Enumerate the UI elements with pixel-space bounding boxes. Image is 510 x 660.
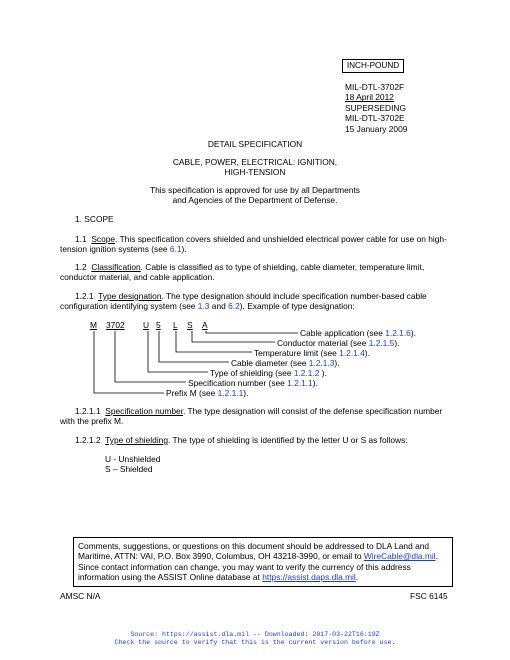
para-title: Type of shielding: [105, 435, 168, 445]
source-line-2: Check the source to verify that this is the current version before use.: [114, 639, 396, 646]
label-end: ).: [334, 358, 340, 368]
ref-link[interactable]: 6.1: [169, 244, 182, 255]
assist-url-link[interactable]: https://assist.daps.dla.mil: [262, 571, 356, 582]
para-text: . This specification covers shielded and unshielded electrical power cable for use on high-tension ignition systems (see: [60, 234, 447, 255]
fsc-label: FSC 6145: [410, 591, 448, 601]
code-m: M: [90, 320, 97, 330]
label-end: ).: [364, 348, 370, 358]
para-text: . The type designation should include specification number-based cable configuration identifying system (see: [60, 291, 427, 312]
para-title: Type designation: [98, 291, 162, 301]
label-cable-diameter: [231, 358, 340, 368]
label-text: Cable diameter (see: [231, 358, 309, 368]
code-u: U: [143, 320, 150, 330]
superseding-label: SUPERSEDING: [345, 102, 406, 113]
para-and: and: [209, 301, 229, 312]
amsc-label: AMSC N/A: [60, 591, 101, 601]
para-num: 1.2: [75, 262, 87, 272]
label-end: ).: [243, 388, 249, 398]
code-a: A: [202, 320, 208, 330]
para-text: . The type of shielding is identified by the letter U or S as follows:: [168, 435, 408, 445]
list-item-unshielded: U - Unshielded: [105, 454, 161, 464]
label-text: Conductor material (see: [277, 338, 369, 348]
comments-text-a: Comments, suggestions, or questions on this document should be addressed to DLA Land and Maritime, ATTN: VAI, P.O. Box 3990, Columbus, OH 43218-3990, or email to: [78, 541, 430, 562]
code-5: 5: [156, 320, 161, 330]
email-link[interactable]: WireCable@dla.mil: [363, 551, 436, 562]
title-line-1: CABLE, POWER, ELECTRICAL: IGNITION,: [172, 157, 338, 167]
ref-link-1-3[interactable]: 1.3: [197, 301, 210, 312]
label-prefix-m: [166, 388, 248, 398]
ref-link[interactable]: 1.2.1.1: [217, 388, 244, 398]
label-text: Prefix M (see: [166, 388, 218, 398]
label-end: ).: [394, 338, 400, 348]
label-type-of-shielding: [210, 368, 327, 378]
leader-spec-number: [115, 331, 186, 382]
spec-id: MIL-DTL-3702F: [345, 82, 405, 92]
label-end: ).: [312, 378, 318, 388]
label-text: Temperature limit (see: [254, 348, 340, 358]
section-heading-scope: 1. SCOPE: [75, 214, 114, 224]
ref-link[interactable]: 1.2.1.3: [308, 358, 335, 368]
code-l: L: [173, 320, 178, 330]
para-text-end: ). Example of type designation:: [239, 301, 355, 312]
leader-prefix: [94, 331, 164, 393]
superseded-date: 15 January 2009: [345, 123, 408, 134]
leader-application: [206, 331, 298, 333]
superseded-id: MIL-DTL-3702E: [345, 113, 405, 124]
para-text: . Cable is classified as to type of shielding, cable diameter, temperature limit, conductor material, and cable application.: [60, 262, 425, 283]
comments-text-b: . Since contact information can change, you may want to verify the currency of this address information using the ASSIST Online database at: [78, 551, 438, 582]
ref-link[interactable]: 1.2.1.1: [287, 378, 313, 388]
label-end: ).: [410, 328, 416, 338]
source-line-1: Source: https://assist.dla.mil -- Downloaded: 2017-03-22T16:19Z: [130, 631, 380, 638]
ref-link[interactable]: 1.2.1.2: [293, 368, 322, 378]
code-s: S: [187, 320, 193, 330]
label-text: Cable application (see: [300, 328, 386, 338]
comments-text-c: .: [355, 571, 359, 582]
leader-diameter: [159, 331, 229, 362]
leader-shielding: [148, 331, 208, 372]
approval-line-2: and Agencies of the Department of Defense.: [172, 195, 338, 205]
comments-box: [73, 537, 453, 587]
para-title: Specification number: [105, 406, 184, 416]
para-num: 1.2.1.2: [75, 435, 101, 445]
paragraph-1-2-1-1: [60, 406, 452, 427]
ref-link[interactable]: 1.2.1.5: [368, 338, 395, 348]
label-end: ).: [321, 368, 327, 378]
label-conductor-material: [277, 338, 399, 348]
para-num: 1.2.1.1: [75, 406, 101, 416]
para-num: 1.2.1: [75, 291, 94, 301]
para-text-end: ).: [181, 244, 187, 255]
list-item-shielded: S – Shielded: [105, 464, 153, 475]
ref-link[interactable]: 1.2.1.6: [385, 328, 411, 338]
ref-link-6-2[interactable]: 6.2: [228, 301, 240, 312]
approval-line-1: This specification is approved for use by all Departments: [150, 185, 360, 195]
label-text: Specification number (see: [188, 378, 288, 388]
leader-temperature: [176, 331, 252, 352]
ref-link[interactable]: 1.2.1.4: [339, 348, 365, 358]
code-3702: 3702: [106, 320, 125, 330]
para-title: Classification: [91, 262, 141, 272]
document-type: DETAIL SPECIFICATION: [207, 139, 303, 149]
spec-date: 18 April 2012: [345, 92, 394, 103]
para-text: . The type designation will consist of the defense specification number with the prefix M.: [60, 406, 443, 427]
para-title: Scope: [91, 234, 116, 244]
label-text: Type of shielding (see: [210, 368, 294, 378]
label-cable-application: [300, 328, 416, 338]
label-specification-number: [188, 378, 318, 388]
title-line-2: HIGH-TENSION: [224, 167, 286, 177]
label-temperature-limit: [254, 348, 370, 358]
inch-pound-label: INCH-POUND: [346, 61, 400, 70]
paragraph-1-2-1-2: [60, 435, 452, 445]
para-num: 1.1: [75, 234, 87, 244]
shielding-list: [105, 454, 160, 475]
